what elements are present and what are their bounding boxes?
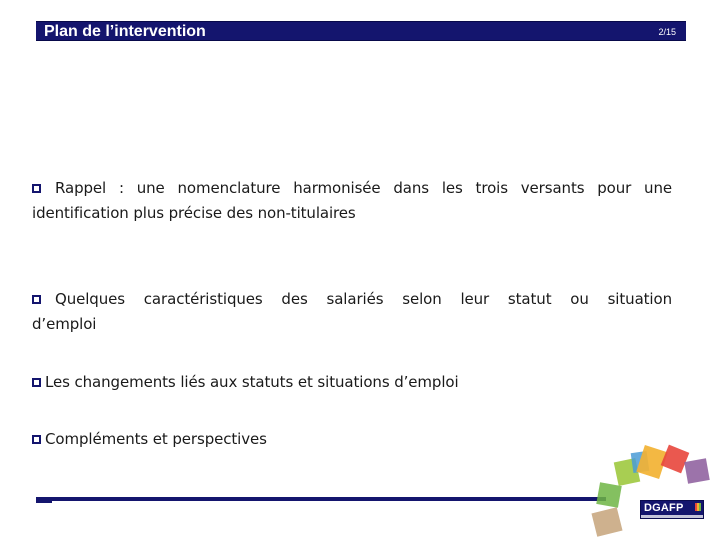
slide-title: Plan de l’intervention <box>44 23 206 40</box>
logo-text: DGAFP <box>644 502 684 514</box>
flag-icon <box>695 503 701 511</box>
dgafp-logo <box>640 500 704 519</box>
decor-squares-group <box>591 445 709 537</box>
decor-square-purple <box>684 458 709 483</box>
bullet-text-3: Les changements liés aux statuts et situations d’emploi <box>45 373 459 391</box>
bullet-text-1: Rappel : une nomenclature harmonisée dans les trois versants pour une identification plus précise des non-titulaires <box>32 179 672 222</box>
page-number: 2/15 <box>658 27 676 37</box>
bullet-text-2: Quelques caractéristiques des salariés selon leur statut ou situation d’emploi <box>32 290 672 333</box>
decor-square-beige <box>591 507 622 537</box>
decor-square-lightgreen <box>596 482 621 507</box>
decor-square-red <box>661 445 690 474</box>
logo-underline <box>641 515 703 518</box>
bullet-text-4: Compléments et perspectives <box>45 430 267 448</box>
